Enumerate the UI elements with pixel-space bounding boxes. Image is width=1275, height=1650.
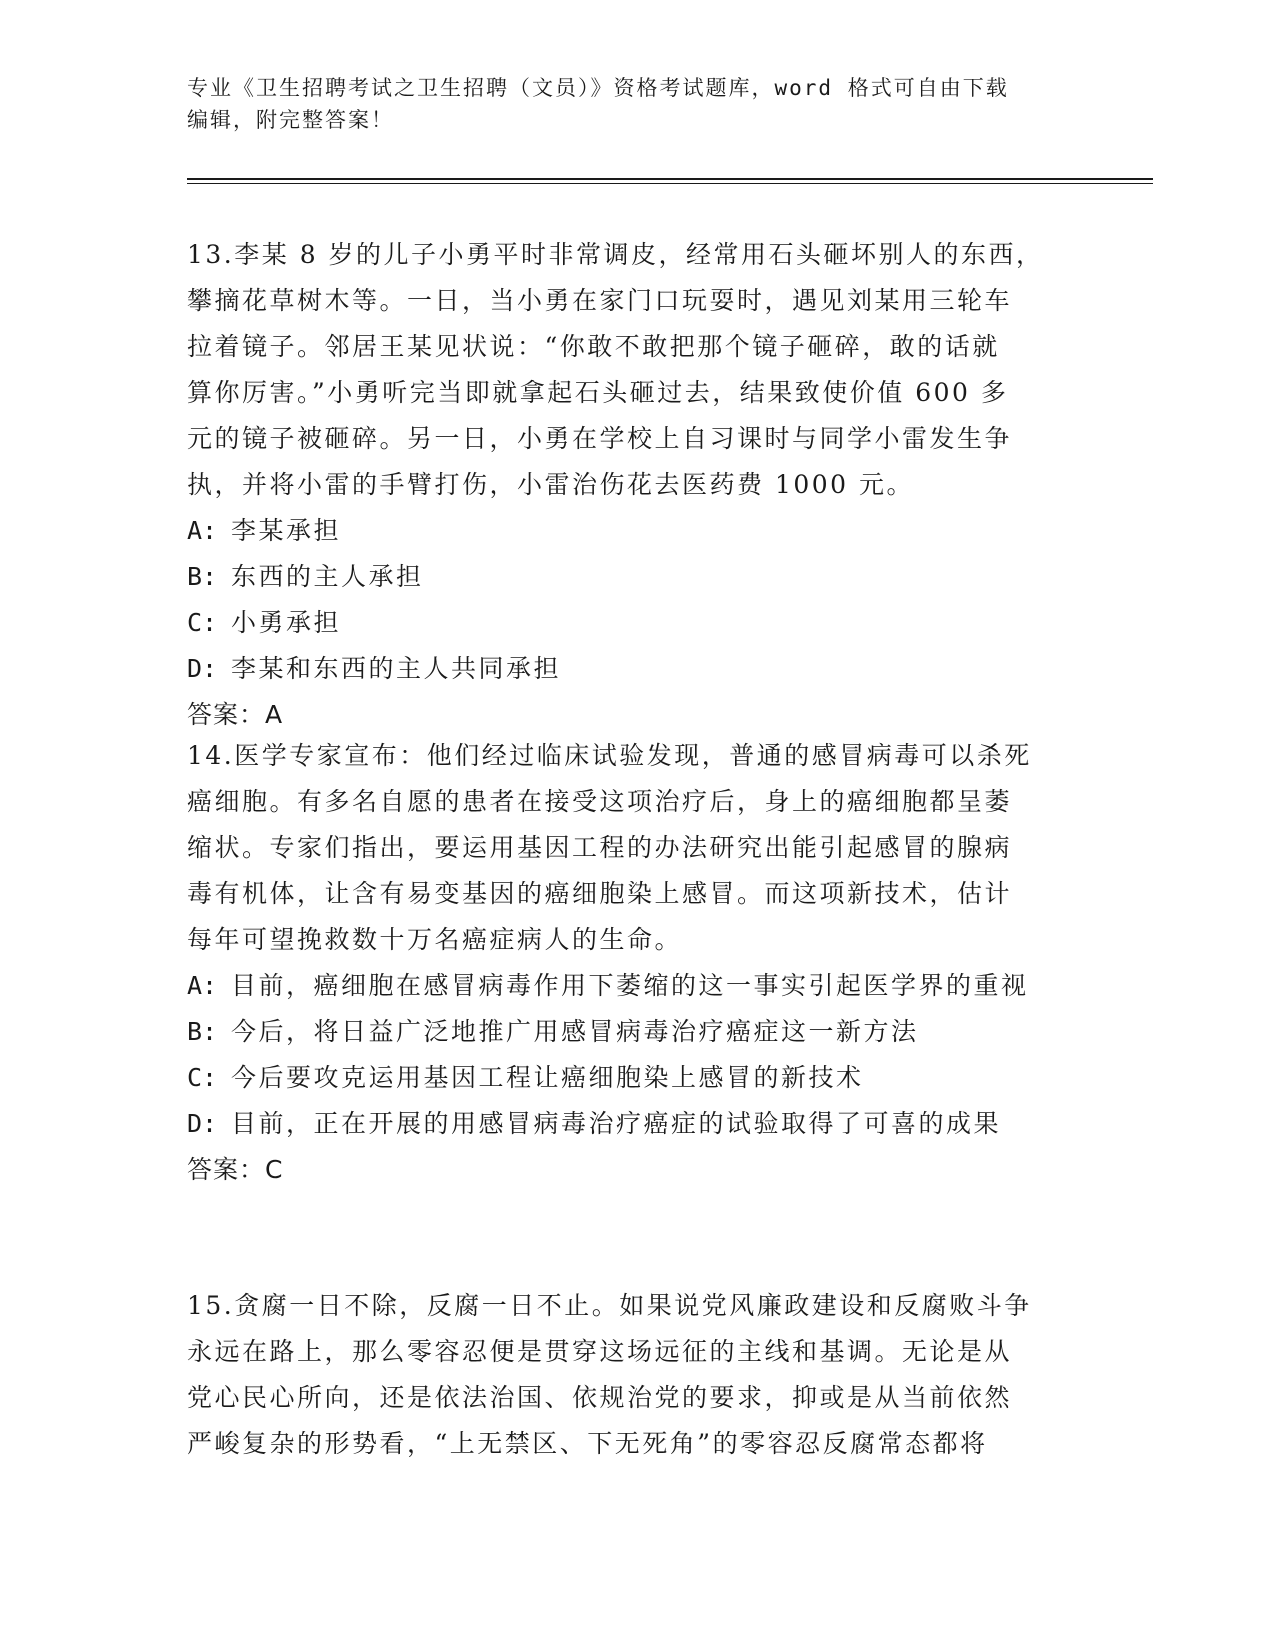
option-text: 李某和东西的主人共同承担: [231, 654, 562, 683]
question-text-line: 永远在路上，那么零容忍便是贯穿这场远征的主线和基调。无论是从: [187, 1337, 1013, 1366]
document-header: [187, 72, 1087, 136]
question-text-line: 毒有机体，让含有易变基因的癌细胞染上感冒。而这项新技术，估计: [187, 879, 1013, 908]
option-a: [187, 508, 1087, 554]
question-text-line: 执，并将小雷的手臂打伤，小雷治伤花去医药费 1000 元。: [187, 470, 915, 499]
option-d: [187, 646, 1087, 692]
header-line-1: 专业《卫生招聘考试之卫生招聘（文员）》资格考试题库，word 格式可自由下载: [187, 76, 1009, 100]
question-text-line: 党心民心所向，还是依法治国、依规治党的要求，抑或是从当前依然: [187, 1383, 1013, 1412]
option-text: 小勇承担: [231, 608, 342, 637]
option-b: [187, 1009, 1087, 1055]
question-text-line: 缩状。专家们指出，要运用基因工程的办法研究出能引起感冒的腺病: [187, 833, 1013, 862]
question-text-line: 15.贪腐一日不除，反腐一日不止。如果说党风廉政建设和反腐败斗争: [187, 1291, 1032, 1320]
question-text-line: 算你厉害。”小勇听完当即就拿起石头砸过去，结果致使价值 600 多: [187, 378, 1009, 407]
header-rule-thick: [187, 178, 1153, 180]
option-key: D:: [187, 654, 218, 683]
option-key: C:: [187, 1063, 218, 1092]
answer-line: 答案：C: [187, 1155, 284, 1184]
option-a: [187, 963, 1087, 1009]
question-text-line: 13.李某 8 岁的儿子小勇平时非常调皮，经常用石头砸坏别人的东西，: [187, 240, 1044, 269]
question-text-line: 每年可望挽救数十万名癌症病人的生命。: [187, 925, 683, 954]
option-text: 今后要攻克运用基因工程让癌细胞染上感冒的新技术: [231, 1063, 864, 1092]
option-b: [187, 554, 1087, 600]
question-text-line: 拉着镜子。邻居王某见状说：“你敢不敢把那个镜子砸碎，敢的话就: [187, 332, 1000, 361]
option-text: 李某承担: [231, 516, 342, 545]
option-text: 目前，癌细胞在感冒病毒作用下萎缩的这一事实引起医学界的重视: [231, 971, 1029, 1000]
option-key: B:: [187, 562, 218, 591]
header-line-2: 编辑，附完整答案！: [187, 108, 394, 132]
header-rule-thin: [187, 183, 1153, 184]
answer-line: 答案：A: [187, 700, 284, 729]
option-key: A:: [187, 516, 218, 545]
option-d: [187, 1101, 1087, 1147]
option-key: C:: [187, 608, 218, 637]
option-key: A:: [187, 971, 218, 1000]
option-c: [187, 1055, 1087, 1101]
option-text: 目前，正在开展的用感冒病毒治疗癌症的试验取得了可喜的成果: [231, 1109, 1002, 1138]
question-13: [187, 232, 1087, 738]
option-key: D:: [187, 1109, 218, 1138]
question-text-line: 14.医学专家宣布：他们经过临床试验发现，普通的感冒病毒可以杀死: [187, 741, 1032, 770]
question-15: [187, 1283, 1087, 1467]
question-14: [187, 733, 1087, 1193]
question-text-line: 攀摘花草树木等。一日，当小勇在家门口玩耍时，遇见刘某用三轮车: [187, 286, 1013, 315]
question-text-line: 癌细胞。有多名自愿的患者在接受这项治疗后，身上的癌细胞都呈萎: [187, 787, 1013, 816]
question-text-line: 严峻复杂的形势看，“上无禁区、下无死角”的零容忍反腐常态都将: [187, 1429, 988, 1458]
question-text-line: 元的镜子被砸碎。另一日，小勇在学校上自习课时与同学小雷发生争: [187, 424, 1013, 453]
option-text: 今后，将日益广泛地推广用感冒病毒治疗癌症这一新方法: [231, 1017, 919, 1046]
option-text: 东西的主人承担: [231, 562, 424, 591]
option-c: [187, 600, 1087, 646]
option-key: B:: [187, 1017, 218, 1046]
